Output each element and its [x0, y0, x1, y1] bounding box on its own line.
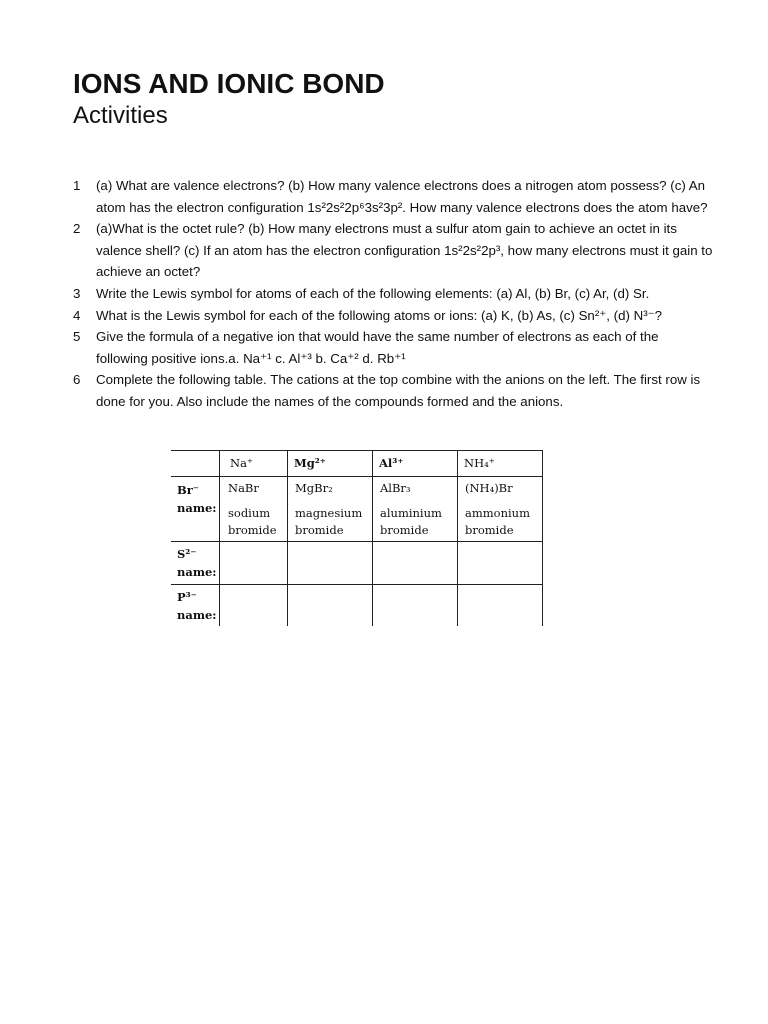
compound-name: magnesium bromide — [295, 506, 363, 537]
question-item — [73, 218, 713, 283]
question-item — [73, 369, 713, 412]
compound-name: ammonium bromide — [465, 506, 530, 537]
compound-name: sodium bromide — [228, 506, 277, 537]
question-text: What is the Lewis symbol for each of the following atoms or ions: (a) K, (b) As, (c) Sn²⁺, (d) N³⁻? — [96, 307, 663, 323]
anion-label: P³⁻ — [177, 590, 197, 604]
table-rule — [287, 450, 288, 626]
table-rule — [372, 450, 373, 626]
question-number: 1 — [73, 178, 81, 193]
question-number: 6 — [73, 372, 81, 388]
name-label: name: — [177, 608, 217, 622]
name-label: name: — [177, 565, 217, 579]
question-number: 4 — [73, 307, 81, 323]
compound-name: aluminium bromide — [380, 506, 442, 537]
compound-formula: AlBr₃ — [380, 481, 411, 495]
cation-header: Na⁺ — [230, 456, 253, 470]
question-text: Give the formula of a negative ion that would have the same number of electrons as each of the following positive ions.a. Na⁺¹ c. Al⁺³ b. Ca⁺² d. Rb⁺¹ — [96, 329, 659, 366]
question-item — [73, 175, 713, 218]
question-number: 5 — [73, 329, 81, 345]
question-number: 2 — [73, 221, 81, 237]
question-text: Complete the following table. The cations at the top combine with the anions on the left. The first row is done for you. Also include the names of the compounds formed and the anions. — [96, 372, 701, 409]
table-rule — [171, 584, 543, 585]
question-item — [73, 283, 713, 305]
cation-header: NH₄⁺ — [464, 456, 495, 470]
table-rule — [219, 450, 220, 626]
question-text: (a)What is the octet rule? (b) How many electrons must a sulfur atom gain to achieve an octet in its valence shell? (c) If an atom has the electron configuration 1s²2s²2p³, how many electrons must it gain to achieve an octet? — [96, 221, 713, 280]
question-list — [73, 175, 713, 413]
anion-label: S²⁻ — [177, 547, 197, 561]
page-title: IONS AND IONIC BOND — [73, 68, 385, 99]
question-item — [73, 305, 713, 327]
table-rule — [171, 450, 543, 451]
question-number: 3 — [73, 285, 81, 301]
question-text: (a) What are valence electrons? (b) How many valence electrons does a nitrogen atom possess? (c) An atom has the electron configuration 1s²2s²2p⁶3s²3p². How many valence electrons does the atom have? — [96, 178, 708, 215]
compound-formula: NaBr — [228, 481, 259, 495]
question-text: Write the Lewis symbol for atoms of each of the following elements: (a) Al, (b) Br, (c) Ar, (d) Sr. — [96, 285, 650, 301]
compound-formula: (NH₄)Br — [465, 481, 513, 495]
cation-header: Mg²⁺ — [294, 456, 326, 470]
table-rule — [457, 450, 458, 626]
anion-label: Br⁻ — [177, 483, 199, 497]
ion-combination-table — [171, 450, 543, 626]
name-label: name: — [177, 501, 217, 515]
cation-header: Al³⁺ — [379, 456, 404, 470]
table-rule — [171, 541, 543, 542]
page-subtitle: Activities — [73, 102, 168, 129]
compound-formula: MgBr₂ — [295, 481, 333, 495]
question-item — [73, 326, 713, 369]
table-rule — [171, 476, 543, 477]
table-rule — [542, 450, 543, 626]
